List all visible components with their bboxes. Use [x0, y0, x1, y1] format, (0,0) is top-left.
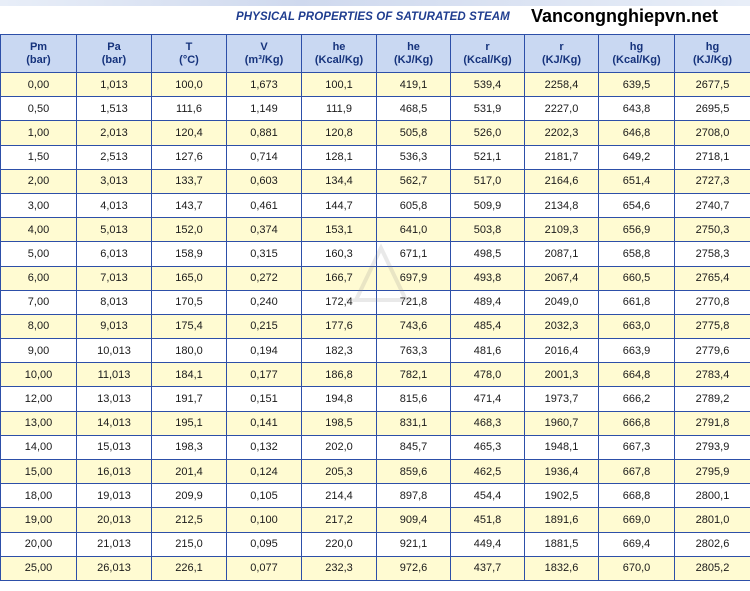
- table-cell: 1891,6: [525, 508, 599, 532]
- table-cell: 2164,6: [525, 169, 599, 193]
- table-cell: 165,0: [152, 266, 227, 290]
- table-cell: 451,8: [451, 508, 525, 532]
- table-cell: 498,5: [451, 242, 525, 266]
- table-cell: 643,8: [599, 97, 675, 121]
- column-header-name: hg: [629, 40, 644, 53]
- table-cell: 153,1: [302, 218, 377, 242]
- table-cell: 2718,1: [675, 145, 750, 169]
- table-cell: 2001,3: [525, 363, 599, 387]
- table-cell: 668,8: [599, 484, 675, 508]
- column-header-unit: (KJ/Kg): [541, 53, 582, 66]
- table-cell: 5,013: [77, 218, 152, 242]
- table-cell: 509,9: [451, 193, 525, 217]
- table-cell: 26,013: [77, 556, 152, 580]
- table-cell: 16,013: [77, 460, 152, 484]
- table-cell: 666,8: [599, 411, 675, 435]
- table-cell: 1,50: [1, 145, 77, 169]
- table-cell: 493,8: [451, 266, 525, 290]
- table-cell: 2708,0: [675, 121, 750, 145]
- table-cell: 921,1: [377, 532, 451, 556]
- table-row: [1, 435, 750, 459]
- table-cell: 2677,5: [675, 73, 750, 97]
- table-cell: 605,8: [377, 193, 451, 217]
- table-cell: 669,4: [599, 532, 675, 556]
- table-row: [1, 411, 750, 435]
- table-cell: 0,240: [227, 290, 302, 314]
- table-cell: 212,5: [152, 508, 227, 532]
- table-cell: 2067,4: [525, 266, 599, 290]
- table-cell: 1902,5: [525, 484, 599, 508]
- table-row: [1, 363, 750, 387]
- table-cell: 0,077: [227, 556, 302, 580]
- column-header-unit: (°C): [179, 53, 199, 66]
- table-cell: 128,1: [302, 145, 377, 169]
- table-cell: 19,013: [77, 484, 152, 508]
- table-cell: 0,603: [227, 169, 302, 193]
- table-cell: 186,8: [302, 363, 377, 387]
- table-cell: 763,3: [377, 339, 451, 363]
- table-cell: 217,2: [302, 508, 377, 532]
- table-cell: 10,013: [77, 339, 152, 363]
- table-cell: 639,5: [599, 73, 675, 97]
- table-cell: 2049,0: [525, 290, 599, 314]
- column-header-name: T: [185, 40, 193, 53]
- column-header: [675, 35, 750, 73]
- table-cell: 663,9: [599, 339, 675, 363]
- table-cell: 0,315: [227, 242, 302, 266]
- table-cell: 505,8: [377, 121, 451, 145]
- table-cell: 21,013: [77, 532, 152, 556]
- table-row: [1, 460, 750, 484]
- table-cell: 536,3: [377, 145, 451, 169]
- column-header-unit: (KJ/Kg): [692, 53, 733, 66]
- table-cell: 0,177: [227, 363, 302, 387]
- table-cell: 180,0: [152, 339, 227, 363]
- table-cell: 2805,2: [675, 556, 750, 580]
- table-cell: 419,1: [377, 73, 451, 97]
- table-cell: 0,714: [227, 145, 302, 169]
- table-cell: 205,3: [302, 460, 377, 484]
- column-header-name: Pm: [29, 40, 48, 53]
- table-cell: 152,0: [152, 218, 227, 242]
- column-header-name: r: [485, 40, 490, 53]
- table-cell: 658,8: [599, 242, 675, 266]
- table-row: [1, 290, 750, 314]
- table-cell: 15,013: [77, 435, 152, 459]
- table-cell: 743,6: [377, 314, 451, 338]
- column-header: [227, 35, 302, 73]
- table-cell: 2801,0: [675, 508, 750, 532]
- table-cell: 2,013: [77, 121, 152, 145]
- table-body: [1, 73, 750, 581]
- table-cell: 503,8: [451, 218, 525, 242]
- column-header: [599, 35, 675, 73]
- table-cell: 184,1: [152, 363, 227, 387]
- table-cell: 198,5: [302, 411, 377, 435]
- table-cell: 0,141: [227, 411, 302, 435]
- table-cell: 6,013: [77, 242, 152, 266]
- table-cell: 664,8: [599, 363, 675, 387]
- table-cell: 12,00: [1, 387, 77, 411]
- table-cell: 2750,3: [675, 218, 750, 242]
- column-header-unit: (bar): [26, 53, 51, 66]
- table-cell: 909,4: [377, 508, 451, 532]
- table-cell: 0,105: [227, 484, 302, 508]
- table-cell: 697,9: [377, 266, 451, 290]
- table-cell: 2,00: [1, 169, 77, 193]
- column-header-unit: (Kcal/Kg): [612, 53, 661, 66]
- table-cell: 1832,6: [525, 556, 599, 580]
- table-row: [1, 484, 750, 508]
- table-cell: 0,374: [227, 218, 302, 242]
- table-cell: 232,3: [302, 556, 377, 580]
- table-cell: 656,9: [599, 218, 675, 242]
- title-bar: [0, 0, 750, 34]
- table-cell: 2775,8: [675, 314, 750, 338]
- table-cell: 2016,4: [525, 339, 599, 363]
- table-cell: 1881,5: [525, 532, 599, 556]
- table-cell: 649,2: [599, 145, 675, 169]
- table-row: [1, 532, 750, 556]
- table-cell: 815,6: [377, 387, 451, 411]
- table-cell: 0,461: [227, 193, 302, 217]
- table-cell: 0,124: [227, 460, 302, 484]
- table-cell: 182,3: [302, 339, 377, 363]
- table-cell: 191,7: [152, 387, 227, 411]
- table-cell: 485,4: [451, 314, 525, 338]
- table-cell: 19,00: [1, 508, 77, 532]
- table-cell: 100,1: [302, 73, 377, 97]
- table-cell: 0,151: [227, 387, 302, 411]
- table-row: [1, 193, 750, 217]
- table-cell: 667,8: [599, 460, 675, 484]
- column-header: [525, 35, 599, 73]
- table-cell: 2727,3: [675, 169, 750, 193]
- table-row: [1, 339, 750, 363]
- table-cell: 721,8: [377, 290, 451, 314]
- table-cell: 669,0: [599, 508, 675, 532]
- table-cell: 831,1: [377, 411, 451, 435]
- table-cell: 670,0: [599, 556, 675, 580]
- table-cell: 0,272: [227, 266, 302, 290]
- table-row: [1, 73, 750, 97]
- table-row: [1, 145, 750, 169]
- table-cell: 2227,0: [525, 97, 599, 121]
- table-row: [1, 266, 750, 290]
- column-header-name: r: [559, 40, 564, 53]
- table-cell: 2793,9: [675, 435, 750, 459]
- table-cell: 2802,6: [675, 532, 750, 556]
- table-cell: 133,7: [152, 169, 227, 193]
- table-cell: 972,6: [377, 556, 451, 580]
- table-row: [1, 387, 750, 411]
- column-header: [152, 35, 227, 73]
- brand-name: Vancongnghiepvn.net: [531, 6, 719, 26]
- table-cell: 897,8: [377, 484, 451, 508]
- table-cell: 2779,6: [675, 339, 750, 363]
- table-cell: 160,3: [302, 242, 377, 266]
- table-cell: 666,2: [599, 387, 675, 411]
- table-cell: 2758,3: [675, 242, 750, 266]
- table-cell: 2783,4: [675, 363, 750, 387]
- table-cell: 111,9: [302, 97, 377, 121]
- table-cell: 11,013: [77, 363, 152, 387]
- table-cell: 7,013: [77, 266, 152, 290]
- table-cell: 20,013: [77, 508, 152, 532]
- table-cell: 2791,8: [675, 411, 750, 435]
- table-cell: 1,513: [77, 97, 152, 121]
- table-cell: 782,1: [377, 363, 451, 387]
- table-cell: 845,7: [377, 435, 451, 459]
- table-cell: 2695,5: [675, 97, 750, 121]
- table-cell: 646,8: [599, 121, 675, 145]
- table-cell: 172,4: [302, 290, 377, 314]
- table-cell: 220,0: [302, 532, 377, 556]
- table-cell: 462,5: [451, 460, 525, 484]
- table-cell: 1960,7: [525, 411, 599, 435]
- table-cell: 1,013: [77, 73, 152, 97]
- table-cell: 194,8: [302, 387, 377, 411]
- table-cell: 8,013: [77, 290, 152, 314]
- table-cell: 3,00: [1, 193, 77, 217]
- table-cell: 4,013: [77, 193, 152, 217]
- table-cell: 144,7: [302, 193, 377, 217]
- table-cell: 2740,7: [675, 193, 750, 217]
- table-cell: 1,673: [227, 73, 302, 97]
- steam-properties-table: [0, 34, 750, 581]
- table-row: [1, 121, 750, 145]
- column-header-name: he: [332, 40, 346, 53]
- table-cell: 215,0: [152, 532, 227, 556]
- table-cell: 0,194: [227, 339, 302, 363]
- page-title: PHYSICAL PROPERTIES OF SATURATED STEAM: [236, 11, 510, 23]
- table-cell: 437,7: [451, 556, 525, 580]
- table-cell: 663,0: [599, 314, 675, 338]
- column-header-unit: (Kcal/Kg): [463, 53, 512, 66]
- table-cell: 3,013: [77, 169, 152, 193]
- table-cell: 2181,7: [525, 145, 599, 169]
- table-cell: 5,00: [1, 242, 77, 266]
- table-cell: 654,6: [599, 193, 675, 217]
- table-cell: 198,3: [152, 435, 227, 459]
- table-cell: 2134,8: [525, 193, 599, 217]
- table-cell: 0,095: [227, 532, 302, 556]
- table-cell: 454,4: [451, 484, 525, 508]
- table-cell: 158,9: [152, 242, 227, 266]
- table-cell: 15,00: [1, 460, 77, 484]
- table-cell: 2032,3: [525, 314, 599, 338]
- table-row: [1, 242, 750, 266]
- column-header-unit: (KJ/Kg): [393, 53, 434, 66]
- table-cell: 9,013: [77, 314, 152, 338]
- table-row: [1, 314, 750, 338]
- table-cell: 0,132: [227, 435, 302, 459]
- column-header-unit: (bar): [101, 53, 127, 66]
- table-cell: 0,881: [227, 121, 302, 145]
- table-cell: 2202,3: [525, 121, 599, 145]
- table-cell: 2087,1: [525, 242, 599, 266]
- column-header: [77, 35, 152, 73]
- table-cell: 1973,7: [525, 387, 599, 411]
- column-header-unit: (Kcal/Kg): [314, 53, 364, 66]
- table-row: [1, 556, 750, 580]
- table-cell: 2,513: [77, 145, 152, 169]
- table-cell: 2800,1: [675, 484, 750, 508]
- table-cell: 2109,3: [525, 218, 599, 242]
- table-cell: 9,00: [1, 339, 77, 363]
- table-cell: 0,50: [1, 97, 77, 121]
- table-cell: 134,4: [302, 169, 377, 193]
- table-cell: 20,00: [1, 532, 77, 556]
- table-cell: 489,4: [451, 290, 525, 314]
- table-cell: 18,00: [1, 484, 77, 508]
- table-row: [1, 97, 750, 121]
- table-cell: 2789,2: [675, 387, 750, 411]
- table-cell: 111,6: [152, 97, 227, 121]
- table-cell: 661,8: [599, 290, 675, 314]
- table-cell: 226,1: [152, 556, 227, 580]
- table-cell: 471,4: [451, 387, 525, 411]
- table-cell: 0,00: [1, 73, 77, 97]
- table-cell: 143,7: [152, 193, 227, 217]
- table-cell: 166,7: [302, 266, 377, 290]
- table-cell: 120,4: [152, 121, 227, 145]
- table-cell: 539,4: [451, 73, 525, 97]
- table-cell: 1,149: [227, 97, 302, 121]
- table-cell: 10,00: [1, 363, 77, 387]
- table-cell: 651,4: [599, 169, 675, 193]
- table-cell: 13,013: [77, 387, 152, 411]
- table-cell: 100,0: [152, 73, 227, 97]
- table-cell: 14,013: [77, 411, 152, 435]
- table-cell: 671,1: [377, 242, 451, 266]
- table-cell: 127,6: [152, 145, 227, 169]
- column-header-name: Pa: [107, 40, 121, 53]
- table-cell: 2258,4: [525, 73, 599, 97]
- table-cell: 2770,8: [675, 290, 750, 314]
- column-header-name: he: [407, 40, 420, 53]
- table-cell: 209,9: [152, 484, 227, 508]
- column-header-name: V: [260, 40, 268, 53]
- table-cell: 195,1: [152, 411, 227, 435]
- table-cell: 2765,4: [675, 266, 750, 290]
- column-header: [451, 35, 525, 73]
- table-cell: 0,215: [227, 314, 302, 338]
- table-cell: 120,8: [302, 121, 377, 145]
- table-cell: 1936,4: [525, 460, 599, 484]
- table-cell: 25,00: [1, 556, 77, 580]
- table-cell: 2795,9: [675, 460, 750, 484]
- table-cell: 468,5: [377, 97, 451, 121]
- table-cell: 531,9: [451, 97, 525, 121]
- table-cell: 7,00: [1, 290, 77, 314]
- table-cell: 8,00: [1, 314, 77, 338]
- column-header: [377, 35, 451, 73]
- table-row: [1, 508, 750, 532]
- column-header-name: hg: [705, 40, 720, 53]
- table-cell: 660,5: [599, 266, 675, 290]
- table-cell: 641,0: [377, 218, 451, 242]
- column-header: [1, 35, 77, 73]
- table-cell: 14,00: [1, 435, 77, 459]
- table-header-row: [1, 35, 750, 73]
- table-cell: 449,4: [451, 532, 525, 556]
- table-cell: 13,00: [1, 411, 77, 435]
- table-cell: 562,7: [377, 169, 451, 193]
- column-header: [302, 35, 377, 73]
- table-cell: 6,00: [1, 266, 77, 290]
- column-header-unit: (m³/Kg): [244, 53, 284, 66]
- table-cell: 201,4: [152, 460, 227, 484]
- table-cell: 465,3: [451, 435, 525, 459]
- table-cell: 667,3: [599, 435, 675, 459]
- table-cell: 4,00: [1, 218, 77, 242]
- table-row: [1, 218, 750, 242]
- table-cell: 0,100: [227, 508, 302, 532]
- table-cell: 170,5: [152, 290, 227, 314]
- table-cell: 517,0: [451, 169, 525, 193]
- table-cell: 521,1: [451, 145, 525, 169]
- table-cell: 1948,1: [525, 435, 599, 459]
- table-cell: 478,0: [451, 363, 525, 387]
- table-cell: 526,0: [451, 121, 525, 145]
- table-row: [1, 169, 750, 193]
- table-cell: 175,4: [152, 314, 227, 338]
- table-cell: 214,4: [302, 484, 377, 508]
- table-cell: 177,6: [302, 314, 377, 338]
- table-cell: 481,6: [451, 339, 525, 363]
- table-cell: 468,3: [451, 411, 525, 435]
- table-cell: 202,0: [302, 435, 377, 459]
- table-cell: 859,6: [377, 460, 451, 484]
- table-cell: 1,00: [1, 121, 77, 145]
